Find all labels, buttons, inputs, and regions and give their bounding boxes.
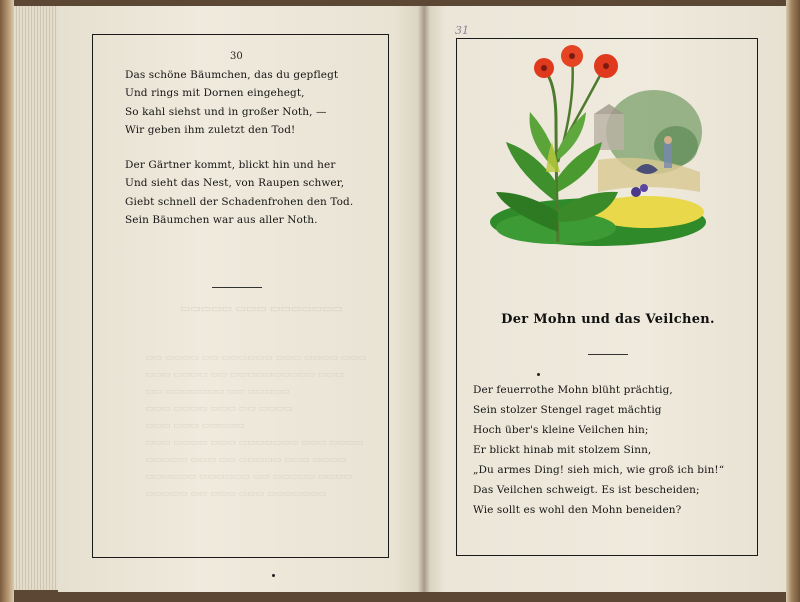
pencil-page-number: 31 <box>455 24 469 37</box>
show-through-text: ▭▭ ▭▭▭▭ ▭▭ ▭▭▭▭▭▭ ▭▭▭ ▭▭▭▭ ▭▭▭ ▭▭▭ ▭▭▭▭ ▭▭ ▭▭▭▭▭▭▭▭▭▭ ▭▭▭ ▭▭ ▭▭▭▭▭▭▭ ▭▭ ▭▭▭▭▭ ▭▭▭ ▭▭▭▭ ▭▭▭ ▭▭ ▭▭▭▭ ▭▭▭ ▭▭▭ ▭▭▭▭▭ ▭▭▭ ▭▭▭▭ ▭▭▭ ▭▭▭▭▭▭▭ ▭▭▭ ▭▭▭▭ ▭▭▭▭▭ ▭▭▭ ▭▭ ▭▭▭▭▭ ▭▭▭ ▭▭▭▭ ▭▭▭▭▭▭ ▭▭▭▭▭▭ ▭▭ ▭▭▭▭▭ ▭▭▭▭ ▭▭▭▭▭ ▭▭ ▭▭▭ ▭▭▭ ▭▭▭▭▭▭▭ <box>145 353 367 499</box>
title-divider <box>588 354 628 355</box>
verse-line: Das Veilchen schweigt. Es ist bescheiden; <box>473 484 700 496</box>
verse-line: Wir geben ihm zuletzt den Tod! <box>125 124 296 137</box>
cover-edge-left <box>0 0 14 602</box>
verse-line: Sein Bäumchen war aus aller Noth. <box>125 214 318 227</box>
stanza-2 <box>125 156 353 230</box>
verse-line: Der feuerrothe Mohn blüht prächtig, <box>473 384 673 396</box>
section-divider <box>212 287 262 288</box>
page-mark <box>272 574 275 577</box>
verse-line: Er blickt hinab mit stolzem Sinn, <box>473 444 652 456</box>
gutter-shadow <box>418 6 430 592</box>
page-number: 30 <box>230 51 243 62</box>
verse-line: Der Gärtner kommt, blickt hin und her <box>125 159 336 171</box>
cover-edge-right <box>786 0 800 602</box>
verse-line: Wie sollt es wohl den Mohn beneiden? <box>473 504 682 516</box>
verse-line: „Du armes Ding! sieh mich, wie groß ich bin!“ <box>473 464 725 476</box>
poem-title: Der Mohn und das Veilchen. <box>501 312 715 327</box>
verse-line: Und rings mit Dornen eingehegt, <box>125 87 305 100</box>
verse-line: Giebt schnell der Schadenfrohen den Tod. <box>125 195 354 208</box>
show-through-text: ▭▭▭▭▭ ▭▭▭ ▭▭▭▭▭▭▭ <box>180 302 343 315</box>
verse-line: So kahl siehst und in großer Noth, — <box>125 105 327 118</box>
stanza-1 <box>125 66 338 140</box>
verse-line: Und sieht das Nest, von Raupen schwer, <box>125 177 345 190</box>
poppy-violet-illustration <box>486 42 712 250</box>
page-stack <box>14 6 58 590</box>
verse-line: Hoch über's kleine Veilchen hin; <box>473 424 649 436</box>
verse-line: Sein stolzer Stengel raget mächtig <box>473 404 662 416</box>
verse-mark <box>537 373 540 376</box>
verse-line: Das schöne Bäumchen, das du gepflegt <box>125 69 339 81</box>
poem-text <box>473 380 724 520</box>
